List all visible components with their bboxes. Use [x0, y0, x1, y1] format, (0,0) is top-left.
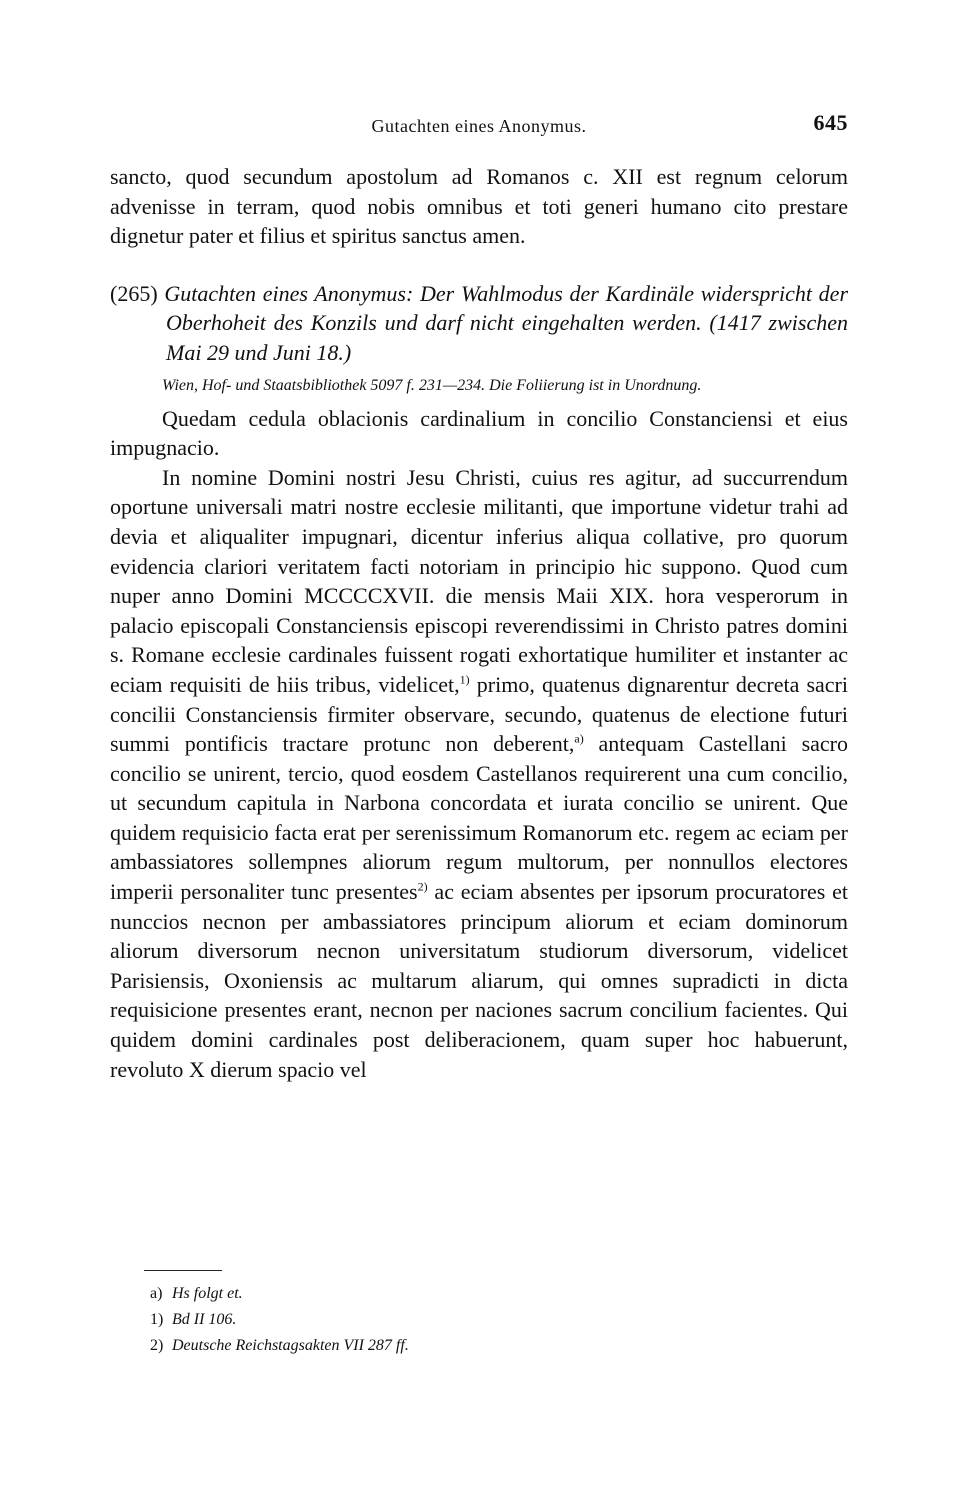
running-title: Gutachten eines Anonymus.: [371, 116, 587, 136]
document-number: (265): [110, 280, 158, 306]
page-number: 645: [813, 110, 848, 135]
footnote-text: Bd II 106.: [172, 1311, 237, 1328]
running-head: [110, 110, 848, 150]
footnote-text: Deutsche Reichstagsakten VII 287 ff.: [172, 1337, 409, 1354]
footnote-mark: 2): [150, 1337, 164, 1354]
footnote-ref-1[interactable]: 1): [459, 672, 470, 687]
paragraph-main-part-1: In nomine Domini nostri Jesu Christi, cuius res agitur, ad succurrendum oportune universali matri nostre ecclesie militanti, que importune videtur trahi ad devia et aliqualiter impugnari, dicentur inferius aliqua collative, pro quorum evidencia clariori veritatem facti notoriam in principio hic suppono. Quod cum nuper anno Domini MCCCCXVII. die mensis Maii XIX. hora vesperorum in palacio episcopali Constanciensis episcopi reverendissimi in Christo patres domini s. Romane ecclesie cardinales fuissent rogati exhortatique humiliter et instanter ac eciam requisiti de hiis tribus, videlicet,: [110, 464, 848, 697]
footnote-a: [110, 1281, 848, 1307]
document-title: Gutachten eines Anonymus: Der Wahlmodus der Kardinäle widerspricht der Oberhoheit des Konzils und darf nicht eingehalten werden. (1417 zwischen Mai 29 und Juni 18.): [164, 280, 849, 365]
footnote-1: [110, 1307, 848, 1333]
footnote-rule: [144, 1270, 222, 1271]
footnote-ref-a[interactable]: a): [574, 731, 584, 746]
paragraph-intro: Quedam cedula oblacionis cardinalium in concilio Constanciensi et eius impugnacio.: [110, 405, 848, 461]
document-heading: [110, 279, 848, 368]
paragraph-main: [110, 463, 848, 1084]
page: [110, 110, 848, 1084]
paragraph-main-part-4: ac eciam absentes per ipsorum procuratores et nunccios necnon per ambassiatores principum aliorum et eciam dominorum aliorum diversorum necnon universitatum studiorum diversorum, videlicet Parisiensis, Oxoniensis ac multarum aliarum, qui omnes supradicti in dicta requisicione presentes erant, necnon per naciones sacrum concilium facientes. Qui quidem domini cardinales post deliberacionem, quam super hoc habuerunt, revoluto X dierum spacio vel: [110, 879, 848, 1082]
source-note: Wien, Hof- und Staatsbibliothek 5097 f. 231—234. Die Foliierung ist in Unordnung.: [162, 376, 702, 394]
footnote-ref-2[interactable]: 2): [417, 879, 428, 894]
footnote-mark: a): [150, 1285, 163, 1302]
paragraph-continuation: sancto, quod secundum apostolum ad Romanos c. XII est regnum celorum advenisse in terram, quod nobis omnibus et toti generi humano cito prestare dignetur pater et filius et spiritus sanctus amen.: [110, 164, 848, 249]
footnote-text: Hs folgt et.: [172, 1285, 243, 1302]
footnotes: [110, 1270, 848, 1359]
paragraph-main-part-3: antequam Castellani sacro concilio se unirent, tercio, quod eosdem Castellanos requirerent una cum concilio, ut secundum capitula in Narbona concordata et iurata concilio se unirent. Que quidem requisicio facta erat per serenissimum Romanorum etc. regem ac eciam per ambassiatores sollempnes aliorum regum multorum, per nonnullos electores imperii personaliter tunc presentes: [110, 731, 848, 905]
footnote-mark: 1): [150, 1311, 164, 1328]
footnote-2: [110, 1333, 848, 1359]
paragraph-main-part-2: primo, quatenus dignarentur decreta sacri concilii Constanciensis firmiter observare, secundo, quatenus de electione futuri summi pontificis tractare protunc non deberent,: [110, 671, 848, 757]
